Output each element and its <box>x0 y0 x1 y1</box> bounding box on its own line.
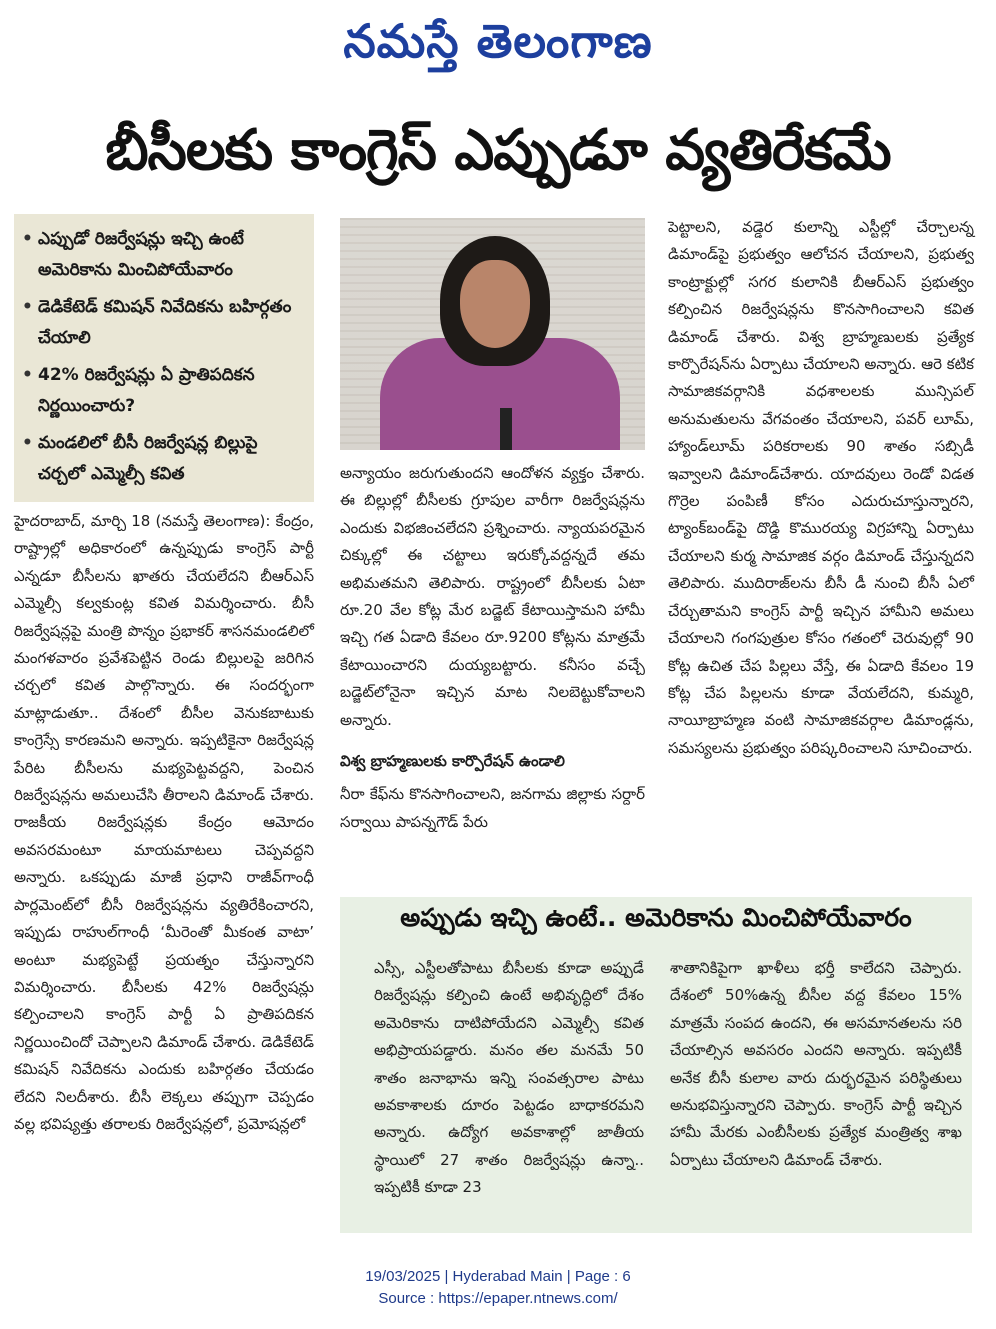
subheading: విశ్వ బ్రాహ్మణులకు కార్పొరేషన్ ఉండాలి <box>340 752 565 771</box>
highlight-item: • ఎప్పుడో రిజర్వేషన్లు ఇచ్చి ఉంటే అమెరికాను మించిపోయేవారం <box>22 224 306 286</box>
bullet-icon: • <box>22 229 33 249</box>
footer-edition: 19/03/2025 | Hyderabad Main | Page : 6 <box>365 1268 631 1285</box>
sidebar-story-box <box>340 897 972 1233</box>
article-column-3 <box>668 214 974 762</box>
page-footer <box>0 1266 996 1310</box>
article-text: అన్యాయం జరుగుతుందని ఆందోళన వ్యక్తం చేశారు. ఈ బిల్లుల్లో బీసీలకు గ్రూపుల వారీగా రిజర్వేషన్లను ఎందుకు విభజించలేదని ప్రశ్నించారు. న్యాయపరమైన చిక్కుల్లో ఈ చట్టాలు ఇరుక్కోవద్దన్నదే తమ అభిమతమని తెలిపారు. రాష్ట్రంలో బీసీలకు ఏటా రూ.20 వేల కోట్ల మేర బడ్జెట్ కేటాయిస్తామని హామీ ఇచ్చి గత ఏడాది కేవలం రూ.9200 కోట్లను మాత్రమే కేటాయించారని దుయ్యబట్టారు. కనీసం వచ్చే బడ్జెట్‌లోనైనా ఇచ్చిన మాట నిలబెట్టుకోవాలని అన్నారు. <box>340 464 645 729</box>
box-title: అప్పుడు ఇచ్చి ఉంటే.. అమెరికాను మించిపోయేవారం <box>400 903 912 932</box>
bullet-icon: • <box>22 365 33 385</box>
footer-source[interactable]: Source : https://epaper.ntnews.com/ <box>378 1290 618 1307</box>
microphone-icon <box>500 408 512 450</box>
article-column-1 <box>14 508 314 1138</box>
news-photo <box>340 218 645 450</box>
highlight-item: • మండలిలో బీసీ రిజర్వేషన్ల బిల్లుపై చర్చలో ఎమ్మెల్సీ కవిత <box>22 428 306 490</box>
article-text: హైదరాబాద్, మార్చి 18 (నమస్తే తెలంగాణ): కేంద్రం, రాష్ట్రాల్లో అధికారంలో ఉన్నప్పుడు కాంగ్రెస్ పార్టీ ఎన్నడూ బీసీలను ఖాతరు చేయలేదని బీఆర్ఎస్ ఎమ్మెల్సీ కల్వకుంట్ల కవిత విమర్శించారు. బీసీ రిజర్వేషన్లపై మంత్రి పొన్నం ప్రభాకర్ శాసనమండలిలో మంగళవారం ప్రవేశపెట్టిన రెండు బిల్లులపై జరిగిన చర్చలో కవిత పాల్గొన్నారు. ఈ సందర్భంగా మాట్లాడుతూ.. దేశంలో బీసీల వెనుకబాటుకు కాంగ్రెస్సే కారణమని అన్నారు. ఇప్పటికైనా రిజర్వేషన్ల పేరిట బీసీలను మభ్యపెట్టవద్దని, పెంచిన రిజర్వేషన్లను అమలుచేసి తీరాలని డిమాండ్ చేశారు. రాజకీయ రిజర్వేషన్లకు కేంద్రం ఆమోదం అవసరమంటూ మాయమాటలు చెప్పవద్దని అన్నారు. ఒకప్పుడు మాజీ ప్రధాని రాజీవ్‌గాంధీ పార్లమెంట్‌లో బీసీ రిజర్వేషన్లను వ్యతిరేకించారని, ఇప్పుడు రాహుల్‌గాంధీ ‘మీరెంతో మీకంత వాటా’ అంటూ మభ్యపెట్టే ప్రయత్నం చేస్తున్నారని విమర్శించారు. బీసీలకు 42% రిజర్వేషన్లు కల్పించాలని కాంగ్రెస్ పార్టీ ఏ ప్రాతిపదికన నిర్ణయించిందో చెప్పాలని డిమాండ్ చేశారు. డెడికేటెడ్ కమిషన్ నివేదికను ఎందుకు బహిర్గతం చేయడం లేదని నిలదీశారు. బీసీ లెక్కలు తప్పుగా చెప్పడం వల్ల భవిష్యత్తు తరాలకు రిజర్వేషన్లలో, ప్రమోషన్లలో <box>14 512 314 1133</box>
highlight-item: • 42% రిజర్వేషన్లు ఏ ప్రాతిపదికన నిర్ణయించారు? <box>22 360 306 422</box>
article-column-2 <box>340 460 645 836</box>
highlights-box <box>14 214 314 502</box>
article-text: నీరా కేఫ్‌ను కొనసాగించాలని, జనగామ జిల్లాకు సర్దార్ సర్వాయి పాపన్నగౌడ్ పేరు <box>340 785 645 831</box>
masthead-logo: నమస్తే తెలంగాణ <box>343 14 653 68</box>
bullet-icon: • <box>22 433 33 453</box>
highlight-item: • డెడికేటెడ్ కమిషన్ నివేదికను బహిర్గతం చేయాలి <box>22 292 306 354</box>
box-column-2: శాతానికిపైగా ఖాళీలు భర్తీ కాలేదని చెప్పారు. దేశంలో 50%ఉన్న బీసీల వద్ద కేవలం 15% మాత్రమే సంపద ఉందని, ఈ అసమానతలను సరి చేయాల్సిన అవసరం ఎందని అన్నారు. ఇప్పటికీ అనేక బీసీ కులాల వారు దుర్భరమైన పరిస్థితులు అనుభవిస్తున్నారని చెప్పారు. కాంగ్రెస్ పార్టీ ఇచ్చిన హామీ మేరకు ఎంబీసీలకు ప్రత్యేక మంత్రిత్వ శాఖ ఏర్పాటు చేయాలని డిమాండ్ చేశారు. <box>670 959 962 1169</box>
photo-face <box>460 260 530 348</box>
article-text: పెట్టాలని, వడ్డెర కులాన్ని ఎస్టీల్లో చేర్చాలన్న డిమాండ్‌పై ప్రభుత్వం ఆలోచన చేయాలని, ప్రభుత్వ కాంట్రాక్టుల్లో సగర కులానికి బీఆర్ఎస్ ప్రభుత్వం కల్పించిన రిజర్వేషన్లను కొనసాగించాలని కవిత డిమాండ్ చేశారు. విశ్వ బ్రాహ్మణులకు ప్రత్యేక కార్పొరేషన్‌ను ఏర్పాటు చేయాలని అన్నారు. ఆరె కటిక సామాజికవర్గానికి వధశాలలకు మున్సిపల్ అనుమతులను వేగవంతం చేయాలని, పవర్ లూమ్, హ్యాండ్‌లూమ్ పరికరాలకు 90 శాతం సబ్సిడీ ఇవ్వాలని డిమాండ్‌చేశారు. యాదవులు రెండో విడత గొర్రెల పంపిణీ కోసం ఎదురుచూస్తున్నారని, ట్యాంక్‌బండ్‌పై దొడ్డి కొమురయ్య విగ్రహాన్ని ఏర్పాటు చేయాలని కుర్మ సామాజిక వర్గం డిమాండ్ చేస్తున్నదని తెలిపారు. ముదిరాజ్‌లను బీసీ డీ నుంచి బీసీ ఏలో చేర్చుతామని కాంగ్రెస్ పార్టీ ఇచ్చిన హామీని అమలు చేయాలని గంగపుత్రుల కోసం గతంలో చెరువుల్లో 90 కోట్ల ఉచిత చేప పిల్లలు వేస్తే, ఈ ఏడాది కేవలం 19 కోట్ల చేప పిల్లలను కూడా వేయలేదని, కుమ్మరి, నాయీబ్రాహ్మణ వంటి సామాజికవర్గాల డిమాండ్లను, సమస్యలను ప్రభుత్వం పరిష్కరించాలని సూచించారు. <box>668 218 974 757</box>
box-column-1: ఎస్సీ, ఎస్టీలతోపాటు బీసీలకు కూడా అప్పుడే రిజర్వేషన్లు కల్పించి ఉంటే అభివృద్ధిలో దేశం అమెరికాను దాటిపోయేదని ఎమ్మెల్సీ కవిత అభిప్రాయపడ్డారు. మనం తల మనమే 50 శాతం జనాభాను ఇన్ని సంవత్సరాల పాటు అవకాశాలకు దూరం పెట్టడం బాధాకరమని అన్నారు. ఉద్యోగ అవకాశాల్లో జాతీయ స్థాయిలో 27 శాతం రిజర్వేషన్లు ఉన్నా.. ఇప్పటికీ కూడా 23 <box>374 959 644 1197</box>
bullet-icon: • <box>22 297 33 317</box>
headline: బీసీలకు కాంగ్రెస్ ఎప్పుడూ వ్యతిరేకమే <box>105 118 891 183</box>
